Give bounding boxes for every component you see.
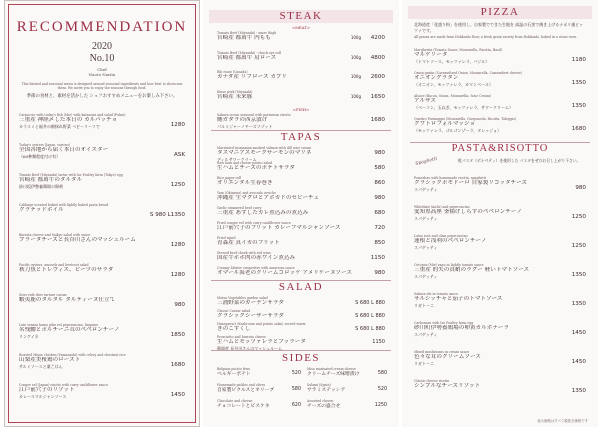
item-subtitle: （トマトソース、モッツァレラ、バジル） [414, 59, 490, 64]
item-english-name: Whitebait (Aichi) and peperoncino [414, 205, 470, 209]
item-english-name: Pacific oysters, mussels and beetroot salad [19, 263, 89, 267]
item-japanese-name: 自家製ピクルスとオリーブ [217, 388, 275, 393]
steak-tapas-panel [203, 0, 399, 427]
recommendation-item [19, 203, 185, 233]
item-japanese-name: 江戸前穴子のフリット カレーフマルジャンソース [217, 225, 341, 231]
sides-list-right [307, 367, 387, 417]
tapas-list [217, 146, 385, 281]
item-price: 1450 [571, 330, 586, 336]
item-price: S 980 L1350 [149, 212, 185, 218]
item-japanese-name: 鮪ガダラの西京漬け [217, 117, 268, 123]
side-item [217, 367, 301, 383]
fish-label: <FISH> [292, 107, 310, 112]
item-japanese-name: タスマニアスモークサーモンのマリネ [217, 150, 312, 156]
item-japanese-name: 愛知県高座 釜揚げしらすのペペロンチーノ [414, 209, 522, 215]
side-item [307, 399, 387, 415]
salad-list [217, 296, 385, 351]
item-japanese-name: オリエンタル生春巻き [217, 180, 273, 186]
item-english-name: Sakura ocean seasonal with parmesan risotto [217, 113, 291, 117]
tapas-item [217, 176, 385, 191]
item-english-name: Carpaccio with today's fish (Mie) with katsuomi and salad (Fukui) [19, 113, 126, 117]
item-japanese-name: オニオングラタン [414, 75, 459, 81]
pizza-intro-en: All pizzas are made from Hokkaido flour, a fresh grain variety from Hokkaido, baked in a stone oven. [414, 35, 578, 39]
item-price: 720 [374, 225, 385, 231]
recommendation-item [19, 233, 185, 263]
item-price: 980 [575, 185, 586, 191]
item-japanese-name: きのこずくし [217, 326, 251, 332]
item-japanese-name: 国産牛ホホ肉の赤ワイン煮込み [217, 255, 296, 261]
item-english-name: Tomato Beef (Miyazaki) tartar with Ise Poultry farm (Tokyo) egg [19, 173, 123, 177]
item-price: 1250 [374, 403, 387, 408]
tapas-item [217, 266, 385, 281]
item-subtitle: サルミソースと栗ごはん [19, 364, 63, 369]
item-subtitle: リガトーニ [414, 361, 434, 366]
item-japanese-name: 三重産 神経〆した本日の カルパッチョ [19, 117, 118, 123]
item-japanese-name: クリームチーズ味噌漬け [307, 372, 360, 377]
salad-item [217, 309, 385, 322]
item-japanese-name: オマール海老のクリームコロッケ アメリケーヌソース [217, 270, 352, 276]
chef-name: Naoto Narita [88, 72, 116, 77]
item-price: 980 [374, 150, 385, 156]
item-english-name: Margherita (Tomato Sauce, Mozzarella, Ricotta, Basil) [414, 48, 503, 52]
pasta-item [414, 292, 586, 321]
side-item [217, 383, 301, 399]
item-english-name: Lotus root and clam peperoncino [414, 234, 468, 238]
steak-item [217, 70, 385, 90]
item-price: 580 [374, 165, 385, 171]
item-japanese-name: 宮崎産 都萬牛のタルタル [19, 177, 83, 183]
item-price: 580 [291, 387, 301, 392]
pasta-item [414, 321, 586, 350]
item-subtitle: （ベーコン、玉ねぎ、モッツァレラ、サワークリーム） [414, 105, 514, 110]
item-subtitle: スパゲッティ [414, 245, 438, 250]
tapas-item [217, 146, 385, 161]
item-price: 580 [377, 371, 387, 376]
item-english-name: Salami (Spain) [307, 383, 331, 387]
item-japanese-name: クラシックシーザーサラダ [217, 313, 284, 319]
item-price: 1450 [170, 392, 185, 398]
item-price: 1280 [170, 272, 185, 278]
item-japanese-name: サラミステッシア [307, 388, 346, 393]
item-english-name: Pomodoro with homemade ricotta, spaghetti [414, 176, 487, 180]
steak-item [217, 31, 385, 51]
pasta-item [414, 176, 586, 205]
item-english-name: Classic cheese risotto [414, 379, 450, 383]
item-subtitle: 砂川坂伊勢養鶏場の卵黄 [19, 184, 63, 189]
pizza-list [414, 48, 586, 143]
item-japanese-name: 山梨産美桜鶏のロースト [19, 357, 81, 363]
recommendation-item [19, 383, 185, 413]
item-price: 860 [374, 180, 385, 186]
pizza-item [414, 48, 586, 71]
recommendation-item [19, 353, 185, 383]
item-english-name: Miso marinated cream cheese [307, 367, 356, 371]
item-english-name: Sous-vide deer tartare caesar [19, 293, 67, 297]
item-japanese-name: 生ハムとチーズのポテトサラダ [217, 165, 295, 171]
pizza-item [414, 94, 586, 117]
item-japanese-name: 蓮根と浅利のペペロンチーノ [414, 238, 487, 244]
item-price: 1280 [170, 242, 185, 248]
recommendation-panel [4, 0, 200, 427]
item-subtitle: スパゲッティ [414, 187, 438, 192]
item-english-name: Fried conger eel with curry cauliflower sauce [217, 221, 291, 225]
pasta-item [414, 263, 586, 292]
item-english-name: Raw ham and cheese potato salad [217, 161, 273, 165]
tapas-title: TAPAS [280, 131, 322, 143]
item-japanese-name: 色々な茸のクリームソース [414, 354, 481, 360]
item-weight: 100g [350, 74, 361, 79]
item-english-name: Rib roast (Canada) [217, 70, 248, 74]
recommendation-item [19, 263, 185, 293]
item-japanese-name: 秋刀魚とトレヴィス、ビーツのサラダ [19, 267, 114, 273]
item-subtitle: パルミジャーノチーズリゾット [217, 124, 273, 129]
item-english-name: Late season hamo pike eel peperoncino, linguine [19, 323, 99, 327]
item-weight: 100g [350, 35, 361, 40]
tapas-item [217, 221, 385, 236]
item-subtitle: （オニオン、モッツァレラ、カマンベール） [414, 82, 493, 87]
item-english-name: Tomato Beef (Miyazaki) - inner thigh [217, 31, 277, 35]
item-english-name: Octopus (Mie) ragu in lightly tomato sauce [414, 263, 484, 267]
pizza-pasta-panel [402, 0, 598, 427]
item-subtitle: カレースマルジャンソース [19, 394, 67, 399]
item-english-name: Kinse pork (Miyazaki) [217, 89, 253, 94]
sides-list-left [217, 367, 301, 417]
item-english-name: Homemade pickles and olives [217, 383, 266, 387]
item-price: 4800 [370, 54, 385, 61]
item-price: 1850 [170, 332, 185, 338]
item-english-name: Prosciutto and burrata cheese [217, 335, 266, 339]
item-japanese-name: 宮崎産 都萬牛 内もも [217, 35, 271, 41]
item-price: 980 [374, 270, 385, 276]
pasta-list [414, 176, 586, 414]
item-subtitle: リガトーニ [414, 303, 434, 308]
item-price: 620 [291, 403, 301, 408]
item-english-name: Stewed beef cheek with red wine [217, 251, 271, 255]
steak-title: STEAK [279, 10, 323, 22]
pasta-item [414, 205, 586, 234]
salad-item [217, 335, 385, 351]
item-weight: 100g [350, 54, 361, 60]
tapas-item [217, 251, 385, 266]
item-price: 1180 [571, 57, 586, 63]
item-english-name: Classic Caesar salad [217, 309, 251, 313]
item-english-name: Alsace (Bacon, Onion, Mozzarella, Sour Cream) [414, 94, 492, 98]
salad-item [217, 296, 385, 309]
salad-title: SALAD [278, 281, 324, 293]
item-weight: 100g [350, 93, 361, 99]
item-price: 980 [174, 302, 185, 308]
tapas-item [217, 161, 385, 176]
side-item [217, 399, 301, 415]
item-english-name: Assorted cheese [307, 399, 334, 403]
item-price: ASK [173, 152, 185, 158]
pizza-title: PIZZA [480, 6, 520, 18]
side-item [307, 367, 387, 383]
item-price: 1650 [370, 93, 385, 100]
item-price: 520 [377, 387, 387, 392]
pizza-item [414, 71, 586, 94]
item-price: 2600 [370, 74, 385, 80]
item-japanese-name: チーズの盛合せ [307, 404, 341, 409]
item-english-name: Belgium potato fries [217, 367, 250, 371]
item-japanese-name: 宮崎産 都萬牛 肩ロース [217, 54, 277, 61]
item-subtitle: スパゲッティ [414, 216, 438, 221]
recommendation-title: RECOMMENDATION [16, 19, 188, 35]
item-price: 980 [374, 195, 385, 201]
pasta-item [414, 234, 586, 263]
item-price: 1250 [170, 182, 185, 188]
item-price: 1450 [571, 359, 586, 365]
item-japanese-name: カナダ産 リブロース カプリ [217, 74, 287, 80]
recommendation-item [19, 323, 185, 353]
item-japanese-name: 三重産 あずしたカレ煮込みの煮込み [217, 210, 309, 216]
item-japanese-name: 蝦夷鹿のタルタル タルティーヌ仕立て [19, 297, 116, 303]
item-japanese-name: 青森産 真イカのフリット [217, 240, 280, 246]
item-japanese-name: クラシックポモドーロ 自家製リコッタチーズ [414, 180, 528, 186]
item-price: 520 [291, 371, 301, 376]
item-japanese-name: クラテッドボイル [19, 207, 64, 213]
item-subtitle: スパゲッティ [414, 332, 438, 337]
item-price: S 680 L 880 [355, 326, 385, 332]
item-japanese-name: クワトロフォルマッジョ [414, 121, 475, 127]
item-subtitle: ディルサワークリーム [217, 157, 257, 162]
steak-item [217, 51, 385, 71]
item-japanese-name: 砂川町伊勢養鶏場の卵黄カルボナーラ [414, 325, 510, 331]
item-price: 4200 [370, 35, 385, 41]
item-japanese-name: 全国各地から届く本日のオイスター [19, 147, 109, 153]
item-english-name: Matsu Vegetables garden salad [217, 296, 268, 300]
recommendation-item [19, 173, 185, 203]
item-price: 680 [374, 210, 385, 216]
tapas-item [217, 206, 385, 221]
item-english-name: Burrata cheese and Saikyo salad with sauce [19, 233, 91, 237]
recommendation-list [19, 113, 185, 413]
item-english-name: Hasegawa's Mushroom and potato salad, served warm [217, 322, 306, 326]
item-japanese-name: アルザス [414, 98, 436, 104]
item-price: 1350 [571, 301, 586, 307]
item-japanese-name: プラータチーズと長谷川さんのマッシュルーム [19, 237, 136, 243]
item-price: 1250 [571, 243, 586, 249]
item-english-name: Sakura ebi in tomato sauce [414, 292, 459, 296]
sides-rule [211, 350, 391, 351]
side-item [307, 383, 387, 399]
item-english-name: Tomato Beef (Miyazaki) - chuck eye roll [217, 50, 282, 55]
item-japanese-name: サルシッチャと茄子のトマトソース [414, 296, 503, 302]
tapas-item [217, 191, 385, 206]
tapas-item [217, 236, 385, 251]
intro-jp: 季節の食材と、素材を活かした シェフおすすめメニューをお楽しみ下さい。 [26, 94, 178, 99]
item-price: 1150 [370, 255, 385, 261]
item-price: 1350 [571, 103, 586, 109]
item-price: 1350 [571, 388, 586, 394]
item-price: S 680 L 880 [355, 300, 385, 306]
pizza-intro-jp: 北海道産「花盛り粉」を使用し、自家製でできた生地を 高温の石窯で焼き上げるナポリ風ピッツァです。 [414, 22, 584, 33]
price-footnote: 表示価格はすべて税抜き価格です [537, 419, 588, 423]
item-english-name: Onion gratin (Caramelized Onion, Mozzarella, Camembert cheese) [414, 71, 522, 75]
year: 2020 [92, 41, 112, 52]
pizza-item [414, 117, 586, 140]
recommendation-item [19, 293, 185, 323]
item-japanese-name: 三重産 的矢の真蛸のラグー 軽いトマトソース [414, 267, 530, 273]
item-japanese-name: チョコレートとビスケキ [217, 404, 270, 409]
item-japanese-name: 三浦野菜のガーデンサラダ [217, 300, 284, 306]
item-japanese-name: 生ハムとモッツァレラとブッラータ [217, 339, 306, 345]
item-english-name: Rice paper roll [217, 176, 241, 180]
recommendation-item [19, 143, 185, 173]
pasta-intro-jp: 乾パスタ（ボナペティ）を使用した パスタをぜひお召し上がり下さい。 [458, 158, 581, 163]
item-english-name: Roasted Miyao chicken (Yamanashi) with celery and chestnut rice [19, 353, 126, 357]
item-japanese-name: シンプルなチーズリゾット [414, 383, 481, 389]
item-price: 1250 [571, 214, 586, 220]
chef-label: Chef [97, 67, 107, 72]
item-english-name: Quattro Formaggio (Mozzarella, Gorgonzola, Ricotta, Taleggio) [414, 117, 517, 121]
item-english-name: Creamy lobster croquettes with amarican sauce [217, 266, 295, 270]
salad-item [217, 322, 385, 335]
intro-en: This limited and seasonal menu is designed around seasonal ingredients and how best to showcase them. We invite you to enjoy the seasons through food. [21, 82, 183, 90]
item-japanese-name: 江戸前穴子のリゾット [19, 387, 75, 393]
item-japanese-name: 名残鱧とポルチーニ茸のペペロンチーノ [19, 327, 120, 333]
item-subtitle: スパゲッティ [414, 274, 438, 279]
item-japanese-name: ベルギーポテト [217, 372, 251, 377]
item-subtitle: 静岡産 長谷川さんのマッシュルーム [217, 346, 283, 351]
item-price: S 680 L 880 [355, 313, 385, 319]
item-japanese-name: マルゲリータ [414, 52, 448, 58]
recommendation-item [19, 113, 185, 143]
item-price: 1680 [370, 117, 385, 123]
item-english-name: Today's oysters (Japan, various) [19, 143, 71, 147]
item-english-name: Fried squid [217, 236, 236, 240]
item-japanese-name: 沖縄産 生マグロとアボカドのセビーチェ [217, 195, 320, 201]
item-price: 850 [374, 240, 385, 246]
item-subtitle: リングイネ [19, 334, 39, 339]
item-price: 1680 [170, 362, 185, 368]
item-english-name: Mixed mushrooms in cream sauce [414, 350, 470, 354]
item-price: 1280 [170, 122, 185, 128]
item-english-name: Yam (Okinawa) and avocado ceviche [217, 191, 276, 195]
item-price: 1350 [571, 80, 586, 86]
item-japanese-name: 宮崎産 未来豚 [217, 93, 253, 100]
meat-label: <MEAT> [291, 25, 311, 30]
pasta-logo-icon: Spaghetti [415, 156, 438, 167]
item-english-name: Chocolate and cheese [217, 399, 253, 403]
steak-list [217, 31, 385, 131]
issue-number: No.10 [89, 53, 115, 64]
item-subtitle: カラスミと福井の朝採れ野菜 ベビーリーフで [19, 124, 100, 129]
item-english-name: Conger eel (Japan) risotto with curry cauliflower sauce [19, 383, 108, 387]
item-subtitle: （モッツァレラ、ゴルゴンゾーラ、タレッジョ） [414, 128, 502, 133]
item-price: 1150 [372, 339, 385, 345]
item-price: 1680 [571, 126, 586, 132]
item-subtitle: （60种類程度付け有） [19, 154, 61, 159]
pasta-item [414, 350, 586, 379]
item-english-name: Garlic simmered beef curry [217, 206, 262, 210]
item-english-name: Carbonara with Ise Poultry farm egg [414, 321, 474, 325]
item-english-name: Cabbage-scented baked with lightly baked pasta bread [19, 203, 109, 207]
item-price: 1350 [571, 272, 586, 278]
pasta-item [414, 379, 586, 408]
item-english-name: Marinated tasmanian smoked salmon with dill sour cream [217, 146, 312, 150]
sides-title: SIDES [281, 352, 321, 364]
pasta-title: PASTA&RISOTTO [451, 143, 549, 154]
